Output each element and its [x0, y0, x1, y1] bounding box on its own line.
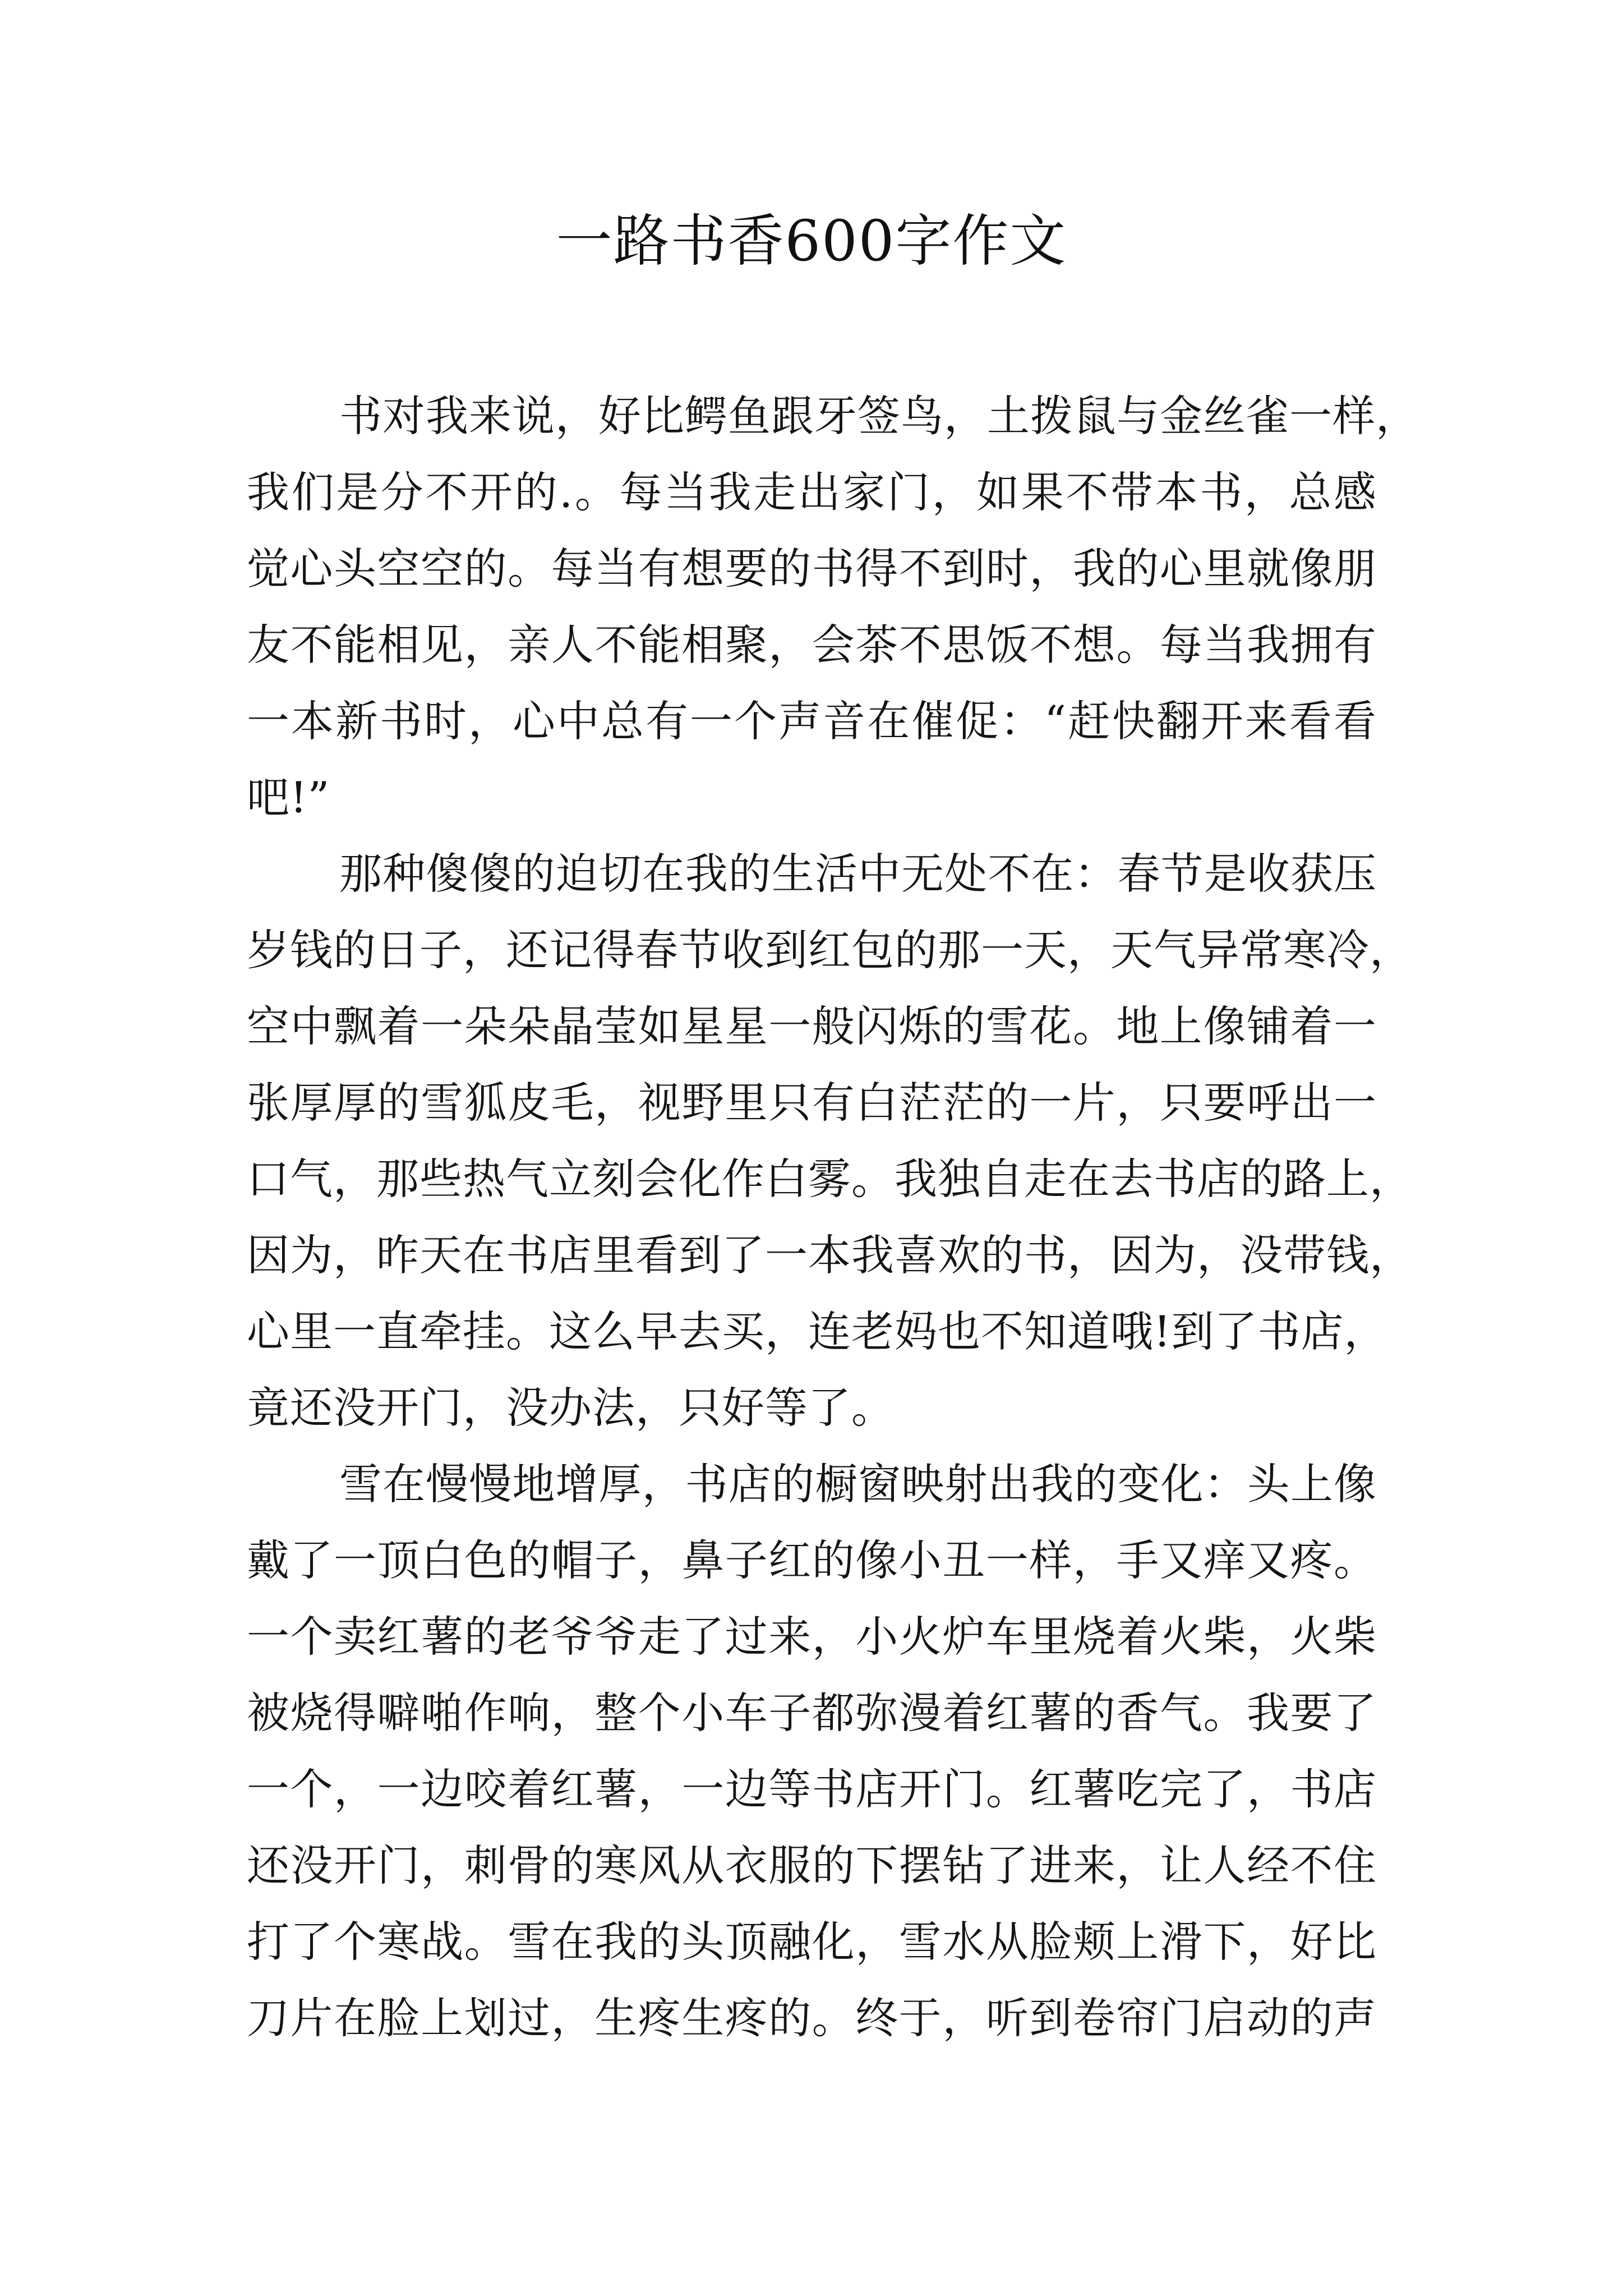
- text-line: 那种傻傻的迫切在我的生活中无处不在：春节是收获压: [339, 849, 1377, 899]
- text-line: 一个卖红薯的老爷爷走了过来，小火炉车里烧着火柴，火柴: [247, 1612, 1377, 1662]
- text-line: 一本新书时，心中总有一个声音在催促：“赶快翻开来看看: [247, 696, 1377, 746]
- text-line: 雪在慢慢地增厚，书店的橱窗映射出我的变化：头上像: [339, 1459, 1377, 1509]
- text-line: 刀片在脸上划过，生疼生疼的。终于，听到卷帘门启动的声: [247, 1993, 1377, 2043]
- text-line: 我们是分不开的.。每当我走出家门，如果不带本书，总感: [247, 467, 1377, 517]
- text-line: 被烧得噼啪作响，整个小车子都弥漫着红薯的香气。我要了: [247, 1688, 1377, 1738]
- text-line: 一个，一边咬着红薯，一边等书店开门。红薯吃完了，书店: [247, 1764, 1377, 1814]
- document-title: 一路书香600字作文: [556, 208, 1067, 274]
- text-line: 心里一直牵挂。这么早去买，连老妈也不知道哦!到了书店，: [247, 1306, 1387, 1356]
- text-line: 竟还没开门，没办法，只好等了。: [247, 1383, 895, 1433]
- text-line: 岁钱的日子，还记得春节收到红包的那一天，天气异常寒冷，: [247, 925, 1413, 975]
- text-line: 口气，那些热气立刻会化作白雾。我独自走在去书店的路上，: [247, 1154, 1413, 1204]
- text-line: 戴了一顶白色的帽子，鼻子红的像小丑一样，手又痒又疼。: [247, 1535, 1377, 1585]
- text-line: 吧!”: [247, 772, 330, 822]
- text-line: 书对我来说，好比鳄鱼跟牙签鸟，土拨鼠与金丝雀一样，: [339, 391, 1419, 441]
- text-line: 空中飘着一朵朵晶莹如星星一般闪烁的雪花。地上像铺着一: [247, 1001, 1377, 1051]
- text-line: 张厚厚的雪狐皮毛，视野里只有白茫茫的一片，只要呼出一: [247, 1078, 1377, 1128]
- text-line: 因为，昨天在书店里看到了一本我喜欢的书，因为，没带钱，: [247, 1230, 1413, 1280]
- text-line: 打了个寒战。雪在我的头顶融化，雪水从脸颊上滑下，好比: [247, 1917, 1377, 1967]
- text-line: 还没开门，刺骨的寒风从衣服的下摆钻了进来，让人经不住: [247, 1841, 1377, 1890]
- document-body: [247, 378, 1419, 2056]
- text-line: 觉心头空空的。每当有想要的书得不到时，我的心里就像朋: [247, 544, 1377, 593]
- text-line: 友不能相见，亲人不能相聚，会茶不思饭不想。每当我拥有: [247, 620, 1377, 670]
